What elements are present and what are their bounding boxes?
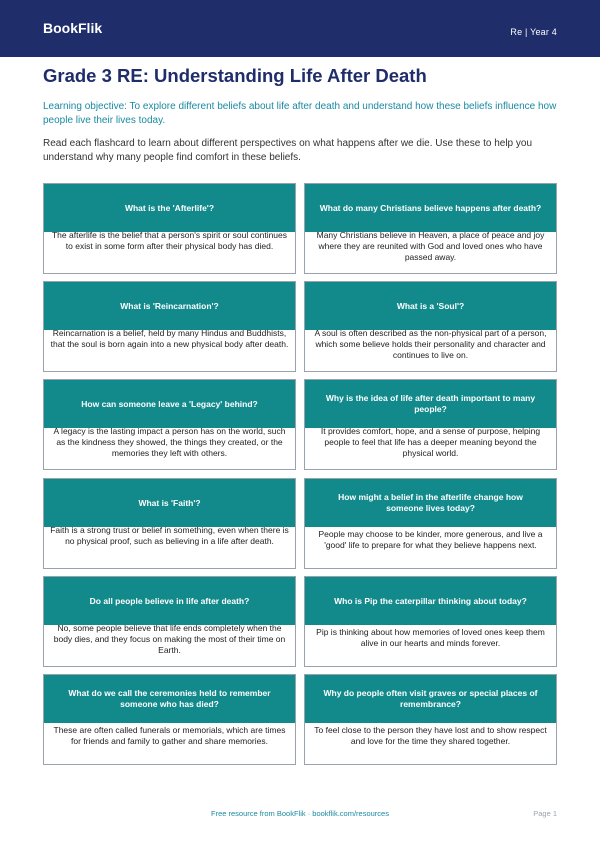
flashcard-question: What is the 'Afterlife'?: [44, 184, 295, 232]
flashcard-answer: A soul is often described as the non-physical part of a person, which some believe holds their personality and character and continues to live on.: [314, 328, 547, 360]
flashcard-answer: Faith is a strong trust or belief in something, even when there is no physical proof, such as believing in a life after death.: [50, 525, 289, 546]
flashcard-question: What is 'Reincarnation'?: [44, 282, 295, 330]
brand-logo: BookFlik: [43, 20, 103, 36]
flashcard-answer: The afterlife is the belief that a person's spirit or soul continues to exist in some form after their physical body has died.: [51, 230, 288, 251]
subject-year-label: Re | Year 4: [510, 27, 557, 37]
flashcard: [304, 281, 557, 372]
flashcard-question: Do all people believe in life after death?: [44, 577, 295, 625]
flashcard-answer: Pip is thinking about how memories of loved ones keep them alive in our hearts and minds forever.: [316, 627, 545, 648]
flashcard: [304, 379, 557, 470]
page-number: Page 1: [533, 809, 557, 818]
footer-link[interactable]: Free resource from BookFlik · bookflik.com/resources: [211, 809, 389, 818]
flashcard-answer: Many Christians believe in Heaven, a place of peace and joy where they are reunited with God and loved ones who have passed away.: [316, 230, 545, 262]
flashcard: [43, 281, 296, 372]
flashcard: [304, 183, 557, 274]
header-bar: [0, 0, 600, 57]
flashcard: [43, 183, 296, 274]
flashcard-answer: People may choose to be kinder, more generous, and live a 'good' life to prepare for what they believe happens next.: [318, 529, 543, 550]
flashcard-question: What do many Christians believe happens after death?: [305, 184, 556, 232]
page-title: Grade 3 RE: Understanding Life After Death: [43, 65, 427, 86]
flashcard: [304, 576, 557, 667]
flashcard: [43, 379, 296, 470]
flashcard-answer: Reincarnation is a belief, held by many Hindus and Buddhists, that the soul is born again into a new physical body after death.: [50, 328, 289, 349]
intro-text: Read each flashcard to learn about different perspectives on what happens after we die. Use these to help you understand why many people find comfort in these beliefs.: [43, 138, 533, 163]
flashcard-question: What is a 'Soul'?: [305, 282, 556, 330]
flashcard-question: Why is the idea of life after death important to many people?: [305, 380, 556, 428]
flashcard-question: How might a belief in the afterlife change how someone lives today?: [305, 479, 556, 527]
flashcard-answer: To feel close to the person they have lost and to show respect and love for the time they shared together.: [314, 725, 547, 746]
flashcard-answer: These are often called funerals or memorials, which are times for friends and family to gather and share memories.: [53, 725, 286, 746]
flashcard-answer: It provides comfort, hope, and a sense of purpose, helping people to feel that life has a deeper meaning beyond the physical world.: [320, 426, 541, 458]
flashcard-question: What do we call the ceremonies held to remember someone who has died?: [44, 675, 295, 723]
flashcard-answer: A legacy is the lasting impact a person has on the world, such as the kindness they showed, the things they created, or the memories they left with others.: [53, 426, 286, 458]
flashcard-question: How can someone leave a 'Legacy' behind?: [44, 380, 295, 428]
flashcard: [43, 478, 296, 569]
flashcard-question: Why do people often visit graves or special places of remembrance?: [305, 675, 556, 723]
flashcard-answer: No, some people believe that life ends completely when the body dies, and they focus on making the most of their time on Earth.: [53, 623, 286, 655]
learning-objective: Learning objective: To explore different beliefs about life after death and understand how these beliefs influence how people live their lives today.: [43, 101, 557, 126]
flashcard: [304, 674, 557, 765]
flashcard: [43, 674, 296, 765]
flashcard: [43, 576, 296, 667]
flashcard-question: What is 'Faith'?: [44, 479, 295, 527]
flashcard: [304, 478, 557, 569]
flashcard-question: Who is Pip the caterpillar thinking about today?: [305, 577, 556, 625]
